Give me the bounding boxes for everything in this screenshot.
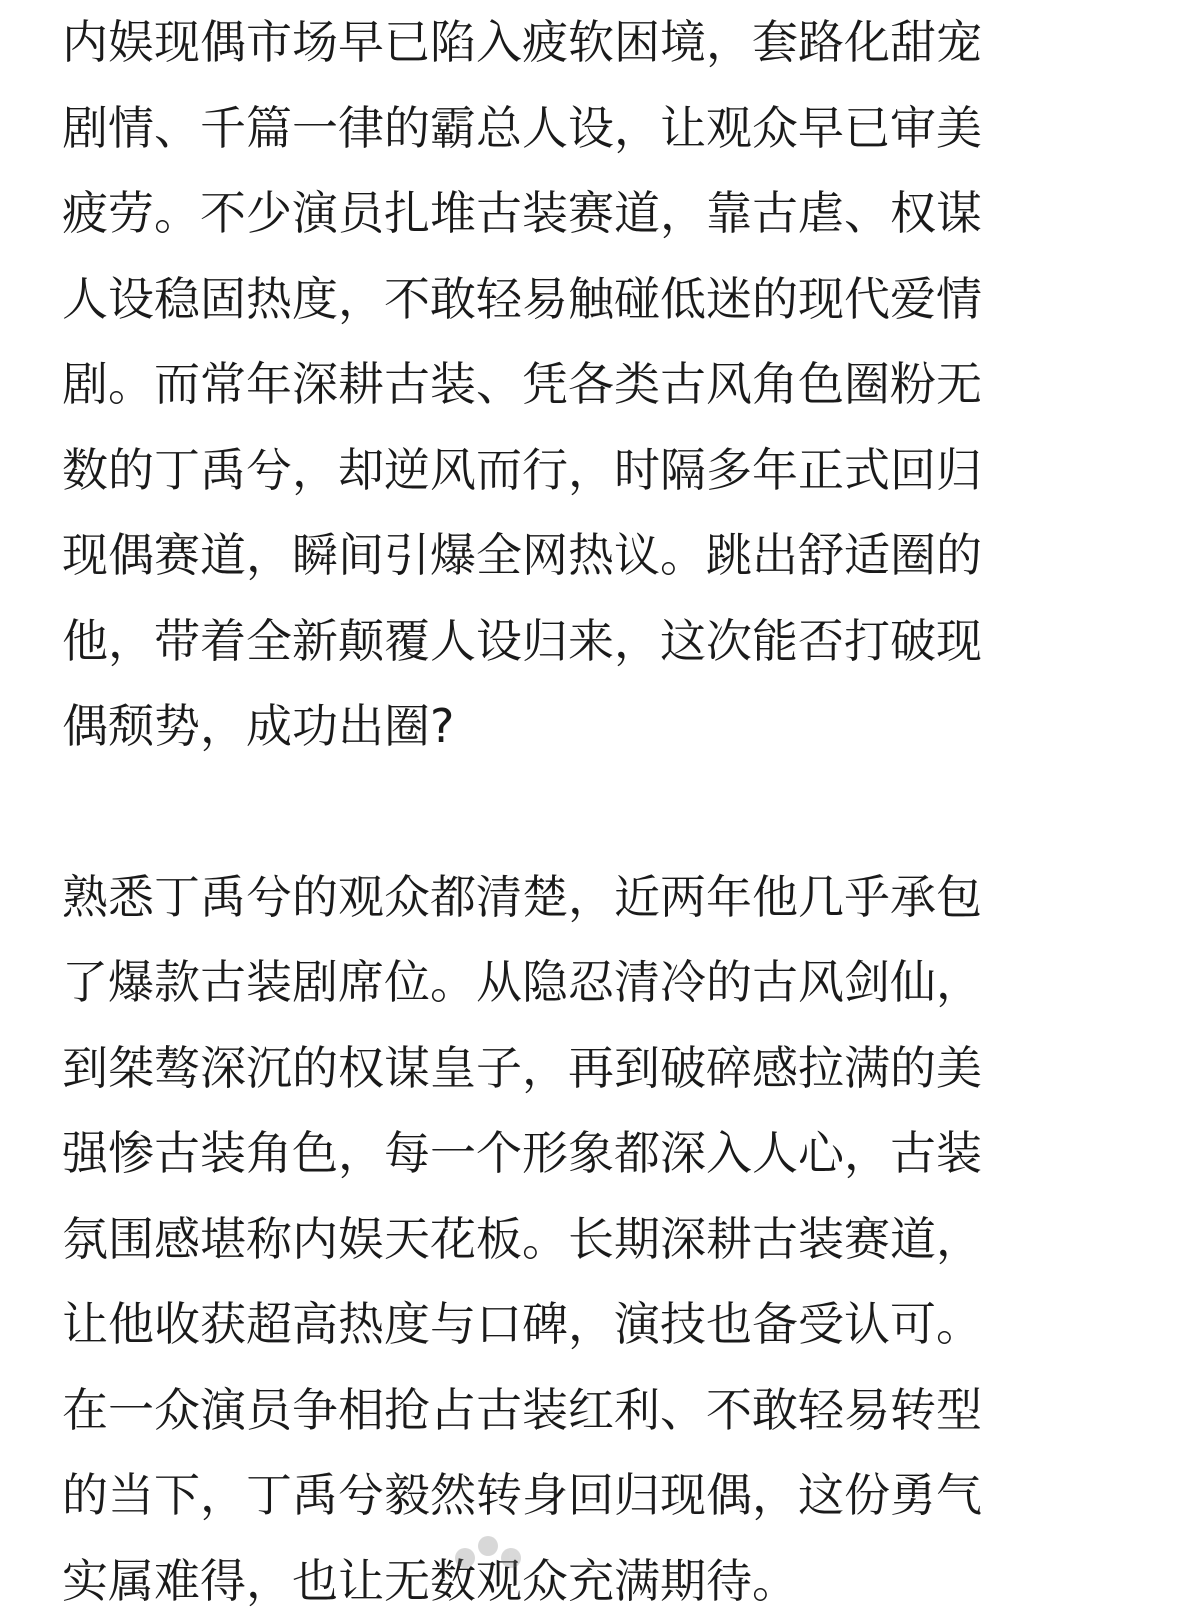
paragraph-1: 内娱现偶市场早已陷入疲软困境，套路化甜宠 剧情、千篇一律的霸总人设，让观众早已审美 疲劳。不少演员扎堆古装赛道，靠古虐、权谋 人设稳固热度，不敢轻易触碰低迷的现代爱情 剧。而常年深耕古装、凭各类古风角色圈粉无 数的丁禹兮，却逆风而行，时隔多年正式回归 现偶赛道，瞬间引爆全网热议。跳出舒适圈的 他，带着全新颠覆人设归来，这次能否打破现 偶颓势，成功出圈?: [62, 0, 1122, 770]
paragraph-2: 熟悉丁禹兮的观众都清楚，近两年他几乎承包 了爆款古装剧席位。从隐忍清冷的古风剑仙， 到桀骜深沉的权谋皇子，再到破碎感拉满的美 强惨古装角色，每一个形象都深入人心，古装 氛围感堪称内娱天花板。长期深耕古装赛道， 让他收获超高热度与口碑，演技也备受认可。 在一众演员争相抢占古装红利、不敢轻易转型 的当下，丁禹兮毅然转身回归现偶，这份勇气 实属难得，也让无数观众充满期待。: [62, 855, 1122, 1624]
paragraph-spacer: [62, 770, 1122, 855]
more-dots-icon: [455, 1536, 521, 1580]
article-body: [62, 0, 1122, 1624]
